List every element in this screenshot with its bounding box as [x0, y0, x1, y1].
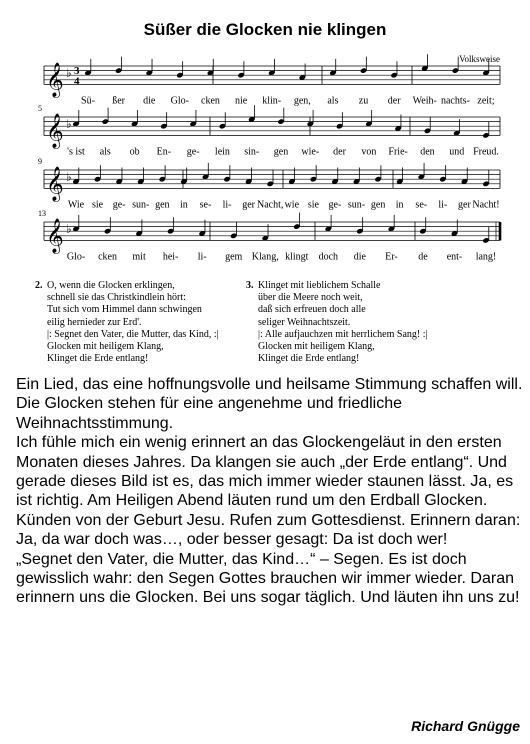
verse-line: Glocken mit heiligem Klang, [47, 340, 164, 352]
lyric-syllable: se- [199, 199, 212, 211]
treble-clef-icon: 𝄞 [46, 218, 64, 254]
verse-3 [246, 280, 428, 365]
lyric-syllable: ßer [112, 95, 126, 107]
lyric-syllable: ent- [446, 251, 463, 263]
lyric-syllable: als [327, 95, 339, 107]
lyric-syllable: ge- [328, 199, 342, 211]
lyric-syllable: gen [370, 199, 386, 211]
verse-line: Klinget die Erde entlang! [258, 353, 360, 365]
lyric-syllable: doch [318, 251, 339, 263]
lyric-syllable: ob [129, 146, 140, 158]
lyric-syllable: Sü- [81, 95, 95, 107]
time-signature: 3 [74, 65, 80, 78]
lyric-syllable: der [333, 146, 346, 158]
song-title: Süßer die Glocken nie klingen [143, 20, 387, 39]
lyric-syllable: von [361, 146, 377, 158]
lyric-syllable: Frie- [388, 146, 408, 158]
lyric-syllable: de [418, 251, 428, 263]
lyric-syllable: sie [307, 199, 319, 211]
measure-number: 5 [38, 104, 42, 113]
verse-line: Klinget die Erde entlang! [47, 353, 149, 365]
treble-clef-icon: 𝄞 [46, 113, 64, 149]
verse-2 [35, 280, 219, 365]
lyric-syllable: wie- [301, 146, 320, 158]
lyric-syllable: Glo- [66, 251, 86, 263]
lyric-syllable: ger [458, 199, 471, 211]
lyric-syllable: En- [156, 146, 172, 158]
treble-clef-icon: 𝄞 [46, 166, 64, 202]
time-signature: 4 [74, 75, 80, 88]
verse-number: 2. [35, 280, 43, 291]
flat-sign-icon: ♭ [66, 66, 72, 81]
flat-sign-icon: ♭ [66, 117, 72, 132]
lyric-syllable: Er- [385, 251, 398, 263]
lyric-syllable: nie [234, 95, 248, 107]
lyric-syllable: Nacht! [472, 199, 500, 211]
lyric-syllable: gem [225, 251, 243, 263]
paragraph: Ich fühle mich ein wenig erinnert an das Glockengeläut in den ersten Monaten dieses Jahres. Da klangen sie auch „der Erde entlang“. Und gerade dieses Bild ist es, das mich immer wieder staunen lässt. Ja, es ist richtig. Am Heiligen Abend läuten rund um den Erdball Glocken. Künden von der Geburt Jesu. Rufen zum Gottesdienst. Erinnern daran: Ja, da war doch was…, oder besser gesagt: Da ist doch wer! [16, 434, 521, 549]
paragraph: Ein Lied, das eine hoffnungsvolle und heilsame Stimmung schaffen will. Die Glocken stehen für eine angenehme und friedliche Weihnachtsstimmung. [16, 376, 523, 432]
lyric-syllable: Wie [67, 199, 85, 211]
lyric-syllable: sun- [132, 199, 150, 211]
lyric-syllable: se- [415, 199, 428, 211]
lyric-syllable: li- [438, 199, 448, 211]
lyric-syllable: mit [132, 251, 146, 263]
measure-number: 13 [38, 209, 46, 218]
lyric-syllable: Nacht, [257, 199, 284, 211]
reflection-text [16, 375, 524, 608]
lyric-syllable: zeit; [477, 95, 495, 107]
lyric-syllable: gen, [293, 95, 311, 107]
verse-line: seliger Weihnachtszeit. [258, 316, 351, 328]
lyric-syllable: in [395, 199, 404, 211]
lyric-syllable: cken [201, 95, 220, 107]
verse-line: eilig hernieder zur Erd'. [47, 316, 142, 328]
verse-line: Glocken mit heiligem Klang, [258, 340, 375, 352]
lyric-syllable: lein [214, 146, 230, 158]
lyric-syllable: cken [98, 251, 117, 263]
verse-line: über die Meere noch weit, [258, 292, 363, 304]
lyric-syllable: der [387, 95, 401, 107]
flat-sign-icon: ♭ [66, 222, 72, 237]
measure-number: 9 [38, 157, 42, 166]
lyric-syllable: als [99, 146, 111, 158]
lyric-syllable: ger [242, 199, 256, 211]
lyric-syllable: wie [284, 199, 300, 211]
flat-sign-icon: ♭ [66, 170, 72, 185]
sheet-music [0, 0, 530, 275]
lyric-syllable: gen [155, 199, 170, 211]
paragraph: „Segnet den Vater, die Mutter, das Kind…“ – Segen. Es ist doch gewisslich wahr: den Segen Gottes brauchen wir immer wieder. Daran erinnern uns die Glocken. Bei uns sogar täglich. Und läuten ihn uns zu! [16, 550, 520, 607]
lyric-syllable: in [180, 199, 188, 211]
lyric-syllable: zu [358, 95, 369, 107]
lyric-syllable: ge- [186, 146, 200, 158]
verse-line: |: Alle aufjauchzen mit herrlichem Sang! :| [258, 328, 428, 340]
verse-line: Tut sich vom Himmel dann schwingen [47, 304, 202, 316]
lyric-syllable: den [420, 146, 435, 158]
verse-line: schnell sie das Christkindlein hört: [47, 292, 186, 304]
lyric-syllable: die [143, 95, 156, 107]
lyric-syllable: li- [222, 199, 232, 211]
verse-line: daß sich erfreuen doch alle [258, 304, 366, 316]
lyric-syllable: li- [197, 251, 207, 263]
lyric-syllable: 's ist [67, 146, 85, 158]
lyric-syllable: gen [273, 146, 289, 158]
lyric-syllable: Freud. [473, 146, 499, 158]
author-name: Richard Gnügge [411, 718, 520, 734]
lyric-syllable: sun- [347, 199, 366, 211]
treble-clef-icon: 𝄞 [46, 62, 64, 98]
lyric-syllable: klin- [262, 95, 282, 107]
verse-line: Klinget mit lieblichem Schalle [258, 280, 381, 291]
lyric-syllable: und [449, 146, 465, 158]
lyric-syllable: Weih- [412, 95, 437, 107]
verse-line: |: Segnet den Vater, die Mutter, das Kind, :| [47, 328, 219, 340]
lyric-syllable: nachts- [440, 95, 470, 107]
tempo-marking: Volksweise [459, 54, 500, 64]
lyric-syllable: ge- [112, 199, 126, 211]
lyric-syllable: die [353, 251, 366, 263]
verse-line: O, wenn die Glocken erklingen, [47, 280, 175, 291]
lyric-syllable: sin- [244, 146, 260, 158]
lyric-syllable: sie [92, 199, 104, 211]
lyric-syllable: lang! [475, 251, 497, 263]
lyric-syllable: Glo- [170, 95, 190, 107]
lyric-syllable: Klang, [251, 251, 279, 263]
lyric-syllable: hei- [162, 251, 179, 263]
verse-number: 3. [246, 280, 254, 291]
lyric-syllable: klingt [285, 251, 309, 263]
